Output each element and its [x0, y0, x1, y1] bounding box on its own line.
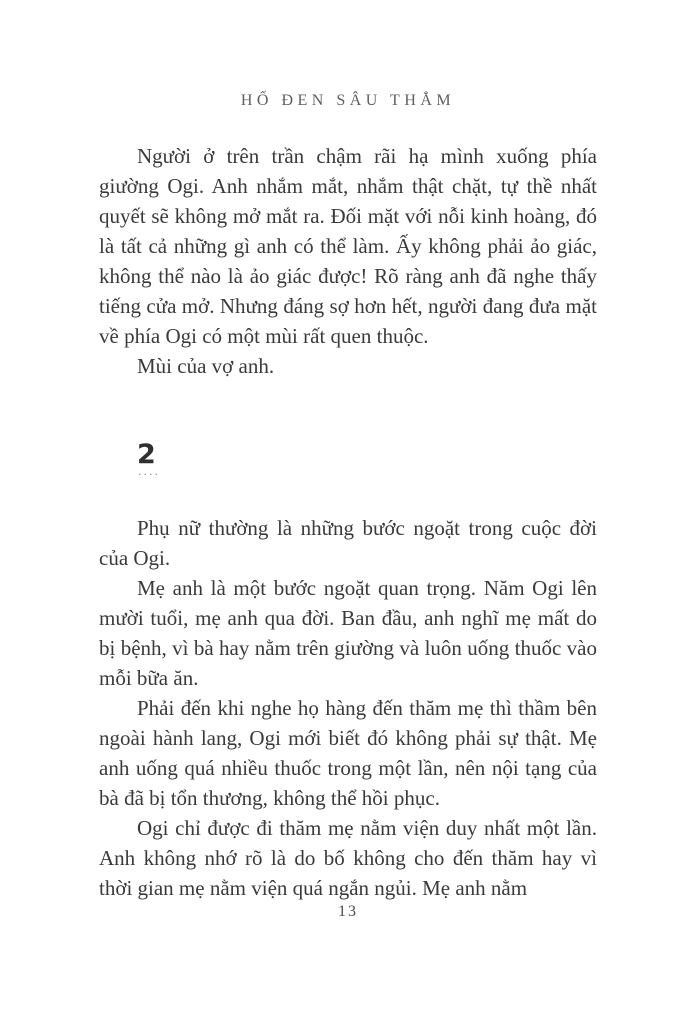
chapter-heading [99, 441, 597, 479]
running-header: HỐ ĐEN SÂU THẲM [240, 92, 456, 109]
paragraph: Người ở trên trần chậm rãi hạ mình xuống phía giường Ogi. Anh nhắm mắt, nhắm thật chặt, tự thề nhất quyết sẽ không mở mắt ra. Đối mặt với nỗi kinh hoàng, đó là tất cả những gì anh có thể làm. Ấy không phải ảo giác, không thể nào là ảo giác được! Rõ ràng anh đã nghe thấy tiếng cửa mở. Nhưng đáng sợ hơn hết, người đang đưa mặt về phía Ogi có một mùi rất quen thuộc. [99, 144, 597, 348]
paragraph: Mùi của vợ anh. [137, 354, 275, 378]
page-number: 13 [338, 903, 358, 920]
paragraph: Mẹ anh là một bước ngoặt quan trọng. Năm Ogi lên mười tuổi, mẹ anh qua đời. Ban đầu, anh nghĩ mẹ mất do bị bệnh, vì bà hay nằm trên giường và luôn uống thuốc vào mỗi bữa ăn. [99, 576, 597, 690]
paragraph: Phụ nữ thường là những bước ngoặt trong cuộc đời của Ogi. [99, 516, 597, 570]
page-body [99, 141, 597, 903]
paragraph: Ogi chỉ được đi thăm mẹ nằm viện duy nhất một lần. Anh không nhớ rõ là do bố không cho đến thăm hay vì thời gian mẹ nằm viện quá ngắn ngủi. Mẹ anh nằm [99, 816, 597, 900]
paragraph: Phải đến khi nghe họ hàng đến thăm mẹ thì thầm bên ngoài hành lang, Ogi mới biết đó không phải sự thật. Mẹ anh uống quá nhiều thuốc trong một lần, nên nội tạng của bà đã bị tổn thương, không thể hồi phục. [99, 696, 597, 810]
chapter-ornament-dots: ···· [138, 468, 160, 481]
chapter-number: 2 [137, 439, 156, 470]
